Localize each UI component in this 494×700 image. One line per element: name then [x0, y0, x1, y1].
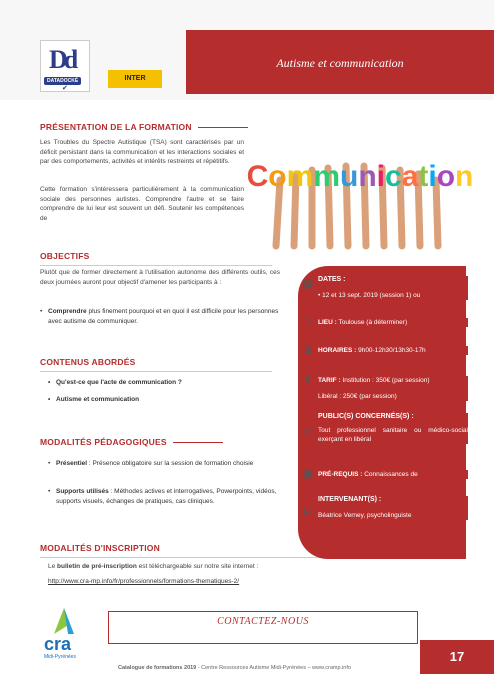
- speaker-icon: ☊: [303, 506, 313, 518]
- tarif-value-2: Libéral : 250€ (par session): [318, 393, 397, 400]
- info-dates: [318, 276, 468, 300]
- modalites-bullet-2: [48, 487, 280, 506]
- public-value: Tout professionnel sanitaire ou médico-social exerçant en libéral: [318, 427, 468, 443]
- inter-badge: INTER: [108, 70, 162, 88]
- inscription-text: [48, 562, 448, 572]
- communication-letter: a: [401, 160, 419, 193]
- objectifs-bullet: [40, 307, 280, 326]
- objectifs-heading: [40, 251, 310, 261]
- intervenant-label: INTERVENANT(S) :: [318, 496, 382, 503]
- communication-image: [246, 150, 474, 246]
- check-icon: ✔: [62, 85, 68, 92]
- contenus-item-1: • Qu'est-ce que l'acte de communication ?: [48, 378, 278, 388]
- objectifs-p1: Plutôt que de former directement à l'utilisation autonome des différents outils, ces deux journées auront pour objectif d'amener les participants à :: [40, 269, 280, 286]
- presentation-section: [40, 122, 310, 132]
- tarif-label: TARIF :: [318, 377, 341, 384]
- communication-letter: c: [385, 160, 402, 193]
- info-public: [318, 413, 468, 444]
- inscription-pre: Le: [48, 563, 58, 570]
- footer-bold: Catalogue de formations 2019: [118, 665, 197, 671]
- objectifs-rule: [40, 265, 272, 266]
- footer-rest: - Centre Ressources Autisme Midi-Pyrénées – www.cramp.info: [196, 665, 351, 671]
- heading-rule: [173, 442, 223, 443]
- communication-letter: m: [286, 160, 314, 193]
- communication-letter: C: [246, 160, 269, 193]
- prereq-line: [318, 470, 468, 479]
- contenus-rule: [40, 371, 272, 372]
- contact-label: CONTACTEZ-NOUS: [217, 616, 309, 627]
- tarif-line: [318, 376, 468, 385]
- presentation-p1: Les Troubles du Spectre Autistique (TSA) sont caractérisés par un déficit persistant dans la communication et les interactions sociales et par des comportements, activités et intérêts restreints et répétitifs.: [40, 139, 244, 165]
- briefcase-icon: ▣: [302, 468, 314, 480]
- info-intervenant: [318, 496, 468, 520]
- prereq-value: Connaissances de: [362, 471, 418, 478]
- modalites-b1-text: : Présence obligatoire sur la session de formation choisie: [87, 460, 254, 467]
- title-bar: [186, 30, 494, 94]
- communication-letter: n: [455, 160, 474, 193]
- contenus-heading: [40, 357, 310, 367]
- prereq-label: PRÉ-REQUIS :: [318, 471, 363, 478]
- contact-button[interactable]: [108, 611, 418, 644]
- hourglass-icon: ⧗: [304, 344, 312, 356]
- horaires-line: [318, 346, 468, 355]
- cra-logo-text: cra: [44, 634, 72, 654]
- public-label: PUBLIC(S) CONCERNÉS(S) :: [318, 413, 414, 420]
- horaires-value: 9h00-12h30/13h30-17h: [356, 347, 426, 354]
- page-title: Autisme et communication: [276, 56, 404, 70]
- inscription-heading-text: MODALITÉS D'INSCRIPTION: [40, 543, 160, 553]
- modalites-heading-text: MODALITÉS PÉDAGOGIQUES: [40, 437, 167, 447]
- inscription-bold: bulletin de pré-inscription: [57, 563, 137, 570]
- lieu-label: LIEU :: [318, 319, 337, 326]
- communication-letter: i: [376, 160, 385, 193]
- communication-letter: n: [358, 160, 377, 193]
- modalites-heading: [40, 437, 310, 447]
- objectifs-heading-text: OBJECTIFS: [40, 251, 90, 261]
- info-tarif: [318, 376, 468, 401]
- tarif-value: Institution : 350€ (par session): [340, 377, 430, 384]
- lieu-line: [318, 318, 468, 327]
- contenus-item-2: • Autisme et communication: [48, 395, 278, 405]
- communication-letter: o: [436, 160, 456, 193]
- modalites-bullet-1: [48, 459, 280, 469]
- intervenant-value: Béatrice Verney, psycholinguiste: [318, 512, 412, 519]
- communication-image-word: [247, 160, 474, 193]
- contenus-heading-text: CONTENUS ABORDÉS: [40, 357, 136, 367]
- inscription-link[interactable]: http://www.cra-mp.info/fr/professionnels/formations-thematiques-2/: [48, 578, 240, 585]
- dates-value-text: 12 et 13 sept. 2019 (session 1) ou: [322, 292, 421, 299]
- info-horaires: [318, 346, 468, 355]
- contenus-section: [40, 357, 310, 372]
- datadock-logo: [40, 40, 90, 92]
- info-prereq: [318, 470, 468, 479]
- communication-letter: o: [268, 160, 287, 193]
- objectifs-bullet-text: plus finement pourquoi et en quoi il est difficile pour les personnes avec autisme de communiquer.: [48, 308, 279, 325]
- lieu-value: Toulouse (à déterminer): [336, 319, 408, 326]
- page-number: 17: [420, 640, 494, 674]
- presentation-heading: [40, 122, 310, 132]
- dates-value: • 12 et 13 sept. 2019 (session 1) ou: [318, 292, 421, 299]
- horaires-label: HORAIRES :: [318, 347, 357, 354]
- people-icon: ⚇: [303, 426, 313, 438]
- modalites-b1-bold: Présentiel: [56, 460, 88, 467]
- modalites-b2-bold: Supports utilisés: [56, 488, 109, 495]
- objectifs-bullet-bold: Comprendre: [48, 308, 87, 315]
- calendar-icon: ▦: [302, 278, 314, 290]
- cra-logo-sub: Midi-Pyrénées: [44, 654, 76, 660]
- communication-letter: t: [418, 160, 429, 193]
- dates-label: DATES :: [318, 276, 346, 283]
- modalites-section: [40, 437, 310, 447]
- datadock-logo-mark: Dd: [49, 45, 75, 74]
- footer-text: [118, 665, 351, 671]
- presentation-heading-text: PRÉSENTATION DE LA FORMATION: [40, 122, 192, 132]
- communication-letter: u: [340, 160, 359, 193]
- euro-icon: €: [304, 374, 312, 386]
- datadock-logo-label: DATADOCKÉ: [44, 77, 81, 85]
- presentation-p2: Cette formation s'intéressera particulièrement à la communication sociale des personnes autistes. Comprendre l'autre et se faire comprendre de lui leur est souvent un défi. Soutenir les compétences de: [40, 186, 244, 222]
- communication-letter: m: [313, 160, 340, 193]
- cra-logo: [40, 604, 100, 664]
- communication-letter: i: [428, 160, 437, 193]
- location-pin-icon: ⌾: [304, 316, 312, 328]
- modalites-b2-text: : Méthodes actives et interrogatives, Powerpoints, vidéos, supports visuels, échanges de pratiques, cas cliniques.: [56, 488, 277, 505]
- inscription-post: est téléchargeable sur notre site internet :: [136, 563, 259, 570]
- info-lieu: [318, 318, 468, 327]
- objectifs-section: [40, 251, 310, 266]
- heading-rule: [198, 127, 248, 128]
